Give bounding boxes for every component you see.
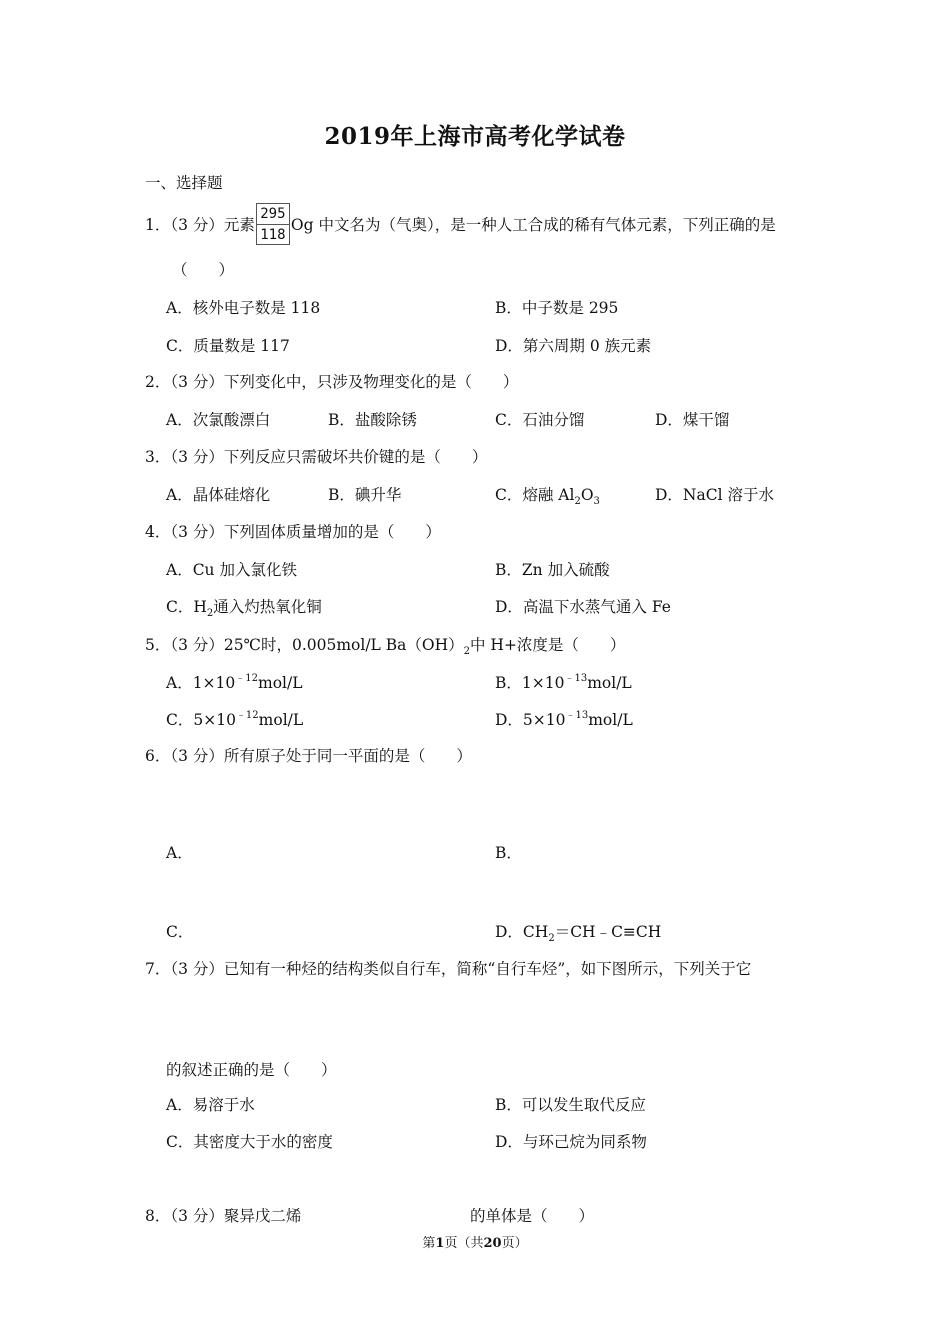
page-number: 1 <box>435 1236 445 1251</box>
question-4-stem: 4．（3 分）下列固体质量增加的是（ ） <box>145 523 441 541</box>
isotope-atomic-number: 118 <box>260 227 286 243</box>
question-7-option-c: C．其密度大于水的密度 <box>166 1133 333 1151</box>
question-7-option-d: D．与环己烷为同系物 <box>495 1133 647 1151</box>
question-3-option-c: C．熔融 $Al_2O_3$ <box>495 486 600 507</box>
question-6-option-c: C． <box>166 923 194 941</box>
question-7-stem: 7．（3 分）已知有一种烃的结构类似自行车，简称“自行车烃”，如下图所示，下列关于它 <box>145 960 752 978</box>
page-total: 20 <box>483 1236 502 1251</box>
question-2-option-a: A．次氯酸漂白 <box>166 411 271 429</box>
page-footer: 第1页（共20页） <box>422 1236 528 1251</box>
question-5-option-c: C．$5\times 10^{﹣12}mol/L$ <box>166 710 304 729</box>
question-5-option-a: A．$1\times 10^{﹣12}mol/L$ <box>166 673 303 692</box>
question-5-option-b: B．$1\times 10^{﹣13}mol/L$ <box>495 673 632 692</box>
question-3-stem: 3．（3 分）下列反应只需破坏共价键的是（ ） <box>145 448 488 466</box>
question-4-option-c: C．$H_2$通入灼热氧化铜 <box>166 598 322 619</box>
question-1-blank: （ ） <box>172 261 235 279</box>
page-title: 2019年上海市高考化学试卷 <box>324 123 626 150</box>
question-7-stem-continued: 的叙述正确的是（ ） <box>166 1061 337 1079</box>
question-1-option-a: A．核外电子数是 118 <box>166 299 321 317</box>
question-7-option-b: B．可以发生取代反应 <box>495 1096 646 1114</box>
question-3-option-b: B．碘升华 <box>328 486 402 504</box>
question-2-option-d: D．煤干馏 <box>655 411 730 429</box>
question-4-option-d: D．高温下水蒸气通入 Fe <box>495 598 671 616</box>
question-6-option-b: B． <box>495 844 522 862</box>
question-4-option-b: B．Zn 加入硫酸 <box>495 561 610 579</box>
question-6-stem: 6．（3 分）所有原子处于同一平面的是（ ） <box>145 747 472 765</box>
question-6-option-d: D．$CH_2=CH﹣C\equiv CH$ <box>495 923 662 944</box>
question-5-option-d: D．$5\times 10^{﹣13}mol/L$ <box>495 710 633 729</box>
question-3-option-a: A．晶体硅熔化 <box>166 486 271 504</box>
question-1-stem: 1．（3 分）元素 $\frac{295}{118}$ Og 中文名为（气奥），是一种人工合成的稀有气体元素，下列正确的是 <box>145 205 776 247</box>
question-6-option-a: A． <box>166 844 193 862</box>
section-heading: 一、选择题 <box>145 174 223 192</box>
question-1-option-c: C．质量数是 117 <box>166 337 290 355</box>
isotope-mass-number: 295 <box>257 204 289 225</box>
question-4-option-a: A．Cu 加入氯化铁 <box>166 561 297 579</box>
question-2-option-c: C．石油分馏 <box>495 411 585 429</box>
question-3-option-d: D．NaCl 溶于水 <box>655 486 774 504</box>
question-2-option-b: B．盐酸除锈 <box>328 411 417 429</box>
isotope-symbol-box <box>256 203 290 245</box>
question-7-option-a: A．易溶于水 <box>166 1096 255 1114</box>
question-1-option-d: D．第六周期 0 族元素 <box>495 337 652 355</box>
question-8-stem-start: 8．（3 分）聚异戊二烯 <box>145 1207 302 1225</box>
question-1-option-b: B．中子数是 295 <box>495 299 619 317</box>
question-5-stem: 5．（3 分）25℃时，0.005mol/L $Ba(OH)_2$中 H+浓度是（ ） <box>145 636 626 657</box>
question-8-stem-end: 的单体是（ ） <box>470 1207 595 1225</box>
question-2-stem: 2．（3 分）下列变化中，只涉及物理变化的是（ ） <box>145 373 519 391</box>
